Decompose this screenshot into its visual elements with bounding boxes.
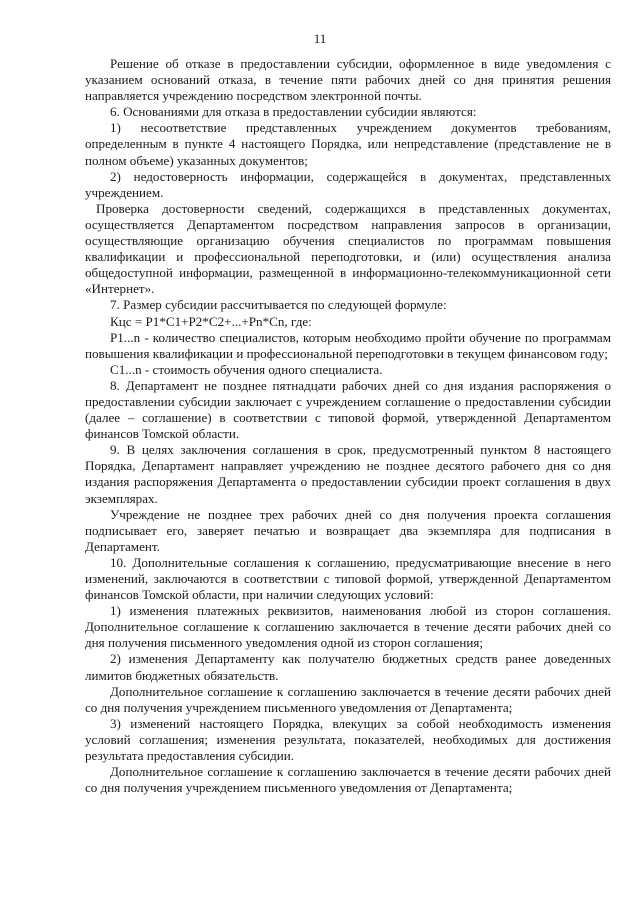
- paragraph-item-8: 8. Департамент не позднее пятнадцати рабочих дней со дня издания распоряжения о предоставлении субсидии заключает с учреждением соглашение о предоставлении субсидии (далее – соглашение) в соответствии с типовой формой, утвержденной Департаментом финансов Томской области.: [85, 377, 611, 442]
- paragraph-item-6: 6. Основаниями для отказа в предоставлении субсидии являются:: [110, 104, 477, 120]
- paragraph-item-7: 7. Размер субсидии рассчитывается по следующей формуле:: [110, 297, 447, 313]
- paragraph-item-10-1: 1) изменения платежных реквизитов, наименования любой из сторон соглашения. Дополнительное соглашение к соглашению заключается в течение десяти рабочих дней со дня получения письменного уведомления одной из сторон соглашения;: [85, 603, 611, 651]
- paragraph-item-9: 9. В целях заключения соглашения в срок, предусмотренный пунктом 8 настоящего Порядка, Департамент направляет учреждению не позднее десятого рабочего дня со дня издания распоряжения Департамента о предоставлении субсидии проект соглашения в двух экземплярах.: [85, 442, 611, 506]
- paragraph-signing: Учреждение не позднее трех рабочих дней со дня получения проекта соглашения подписывает его, заверяет печатью и возвращает два экземпляра для подписания в Департамент.: [85, 506, 611, 554]
- paragraph-additional-agreement-1: Дополнительное соглашение к соглашению заключается в течение десяти рабочих дней со дня получения учреждением письменного уведомления от Департамента;: [85, 683, 611, 715]
- subsidy-formula: Кцс = P1*C1+P2*C2+...+Pn*Cn, где:: [110, 313, 312, 329]
- paragraph-formula-c: C1...n - стоимость обучения одного специалиста.: [110, 361, 383, 377]
- page-number: 11: [313, 31, 327, 46]
- paragraph-formula-p: P1...n - количество специалистов, которым необходимо пройти обучение по программам повышения квалификации и профессиональной переподготовки в текущем финансовом году;: [85, 329, 611, 361]
- paragraph-refusal-decision: Решение об отказе в предоставлении субсидии, оформленное в виде уведомления с указанием оснований отказа, в течение пяти рабочих дней со дня принятия решения направляется учреждению посредством электронной почты.: [85, 56, 611, 104]
- paragraph-item-10-2: 2) изменения Департаменту как получателю бюджетных средств ранее доведенных лимитов бюджетных обязательств.: [85, 651, 611, 683]
- paragraph-item-10-3: 3) изменений настоящего Порядка, влекущих за собой необходимость изменения условий соглашения; изменения результата, показателей, необходимых для достижения результата предоставления субсидии.: [85, 715, 611, 764]
- paragraph-item-10: 10. Дополнительные соглашения к соглашению, предусматривающие внесение в него изменений, заключаются в соответствии с типовой формой, утвержденной Департаментом финансов Томской области, при наличии следующих условий:: [85, 554, 611, 603]
- document-body: [85, 56, 611, 796]
- paragraph-item-6-1: 1) несоответствие представленных учреждением документов требованиям, определенным в пункте 4 настоящего Порядка, или непредставление (представление не в полном объеме) указанных документов;: [85, 120, 611, 168]
- paragraph-item-6-2: 2) недостоверность информации, содержащейся в документах, представленных учреждением.: [85, 168, 611, 200]
- paragraph-additional-agreement-2: Дополнительное соглашение к соглашению заключается в течение десяти рабочих дней со дня получения учреждением письменного уведомления от Департамента;: [85, 764, 611, 796]
- paragraph-verification: Проверка достоверности сведений, содержащихся в представленных документах, осуществляется Департаментом посредством направления запросов в организации, осуществляющие организацию обучения специалистов по программам повышения квалификации и профессиональной переподготовки, и (или) осуществления анализа общедоступной информации, размещенной в информационно-телекоммуникационной сети «Интернет».: [85, 200, 611, 297]
